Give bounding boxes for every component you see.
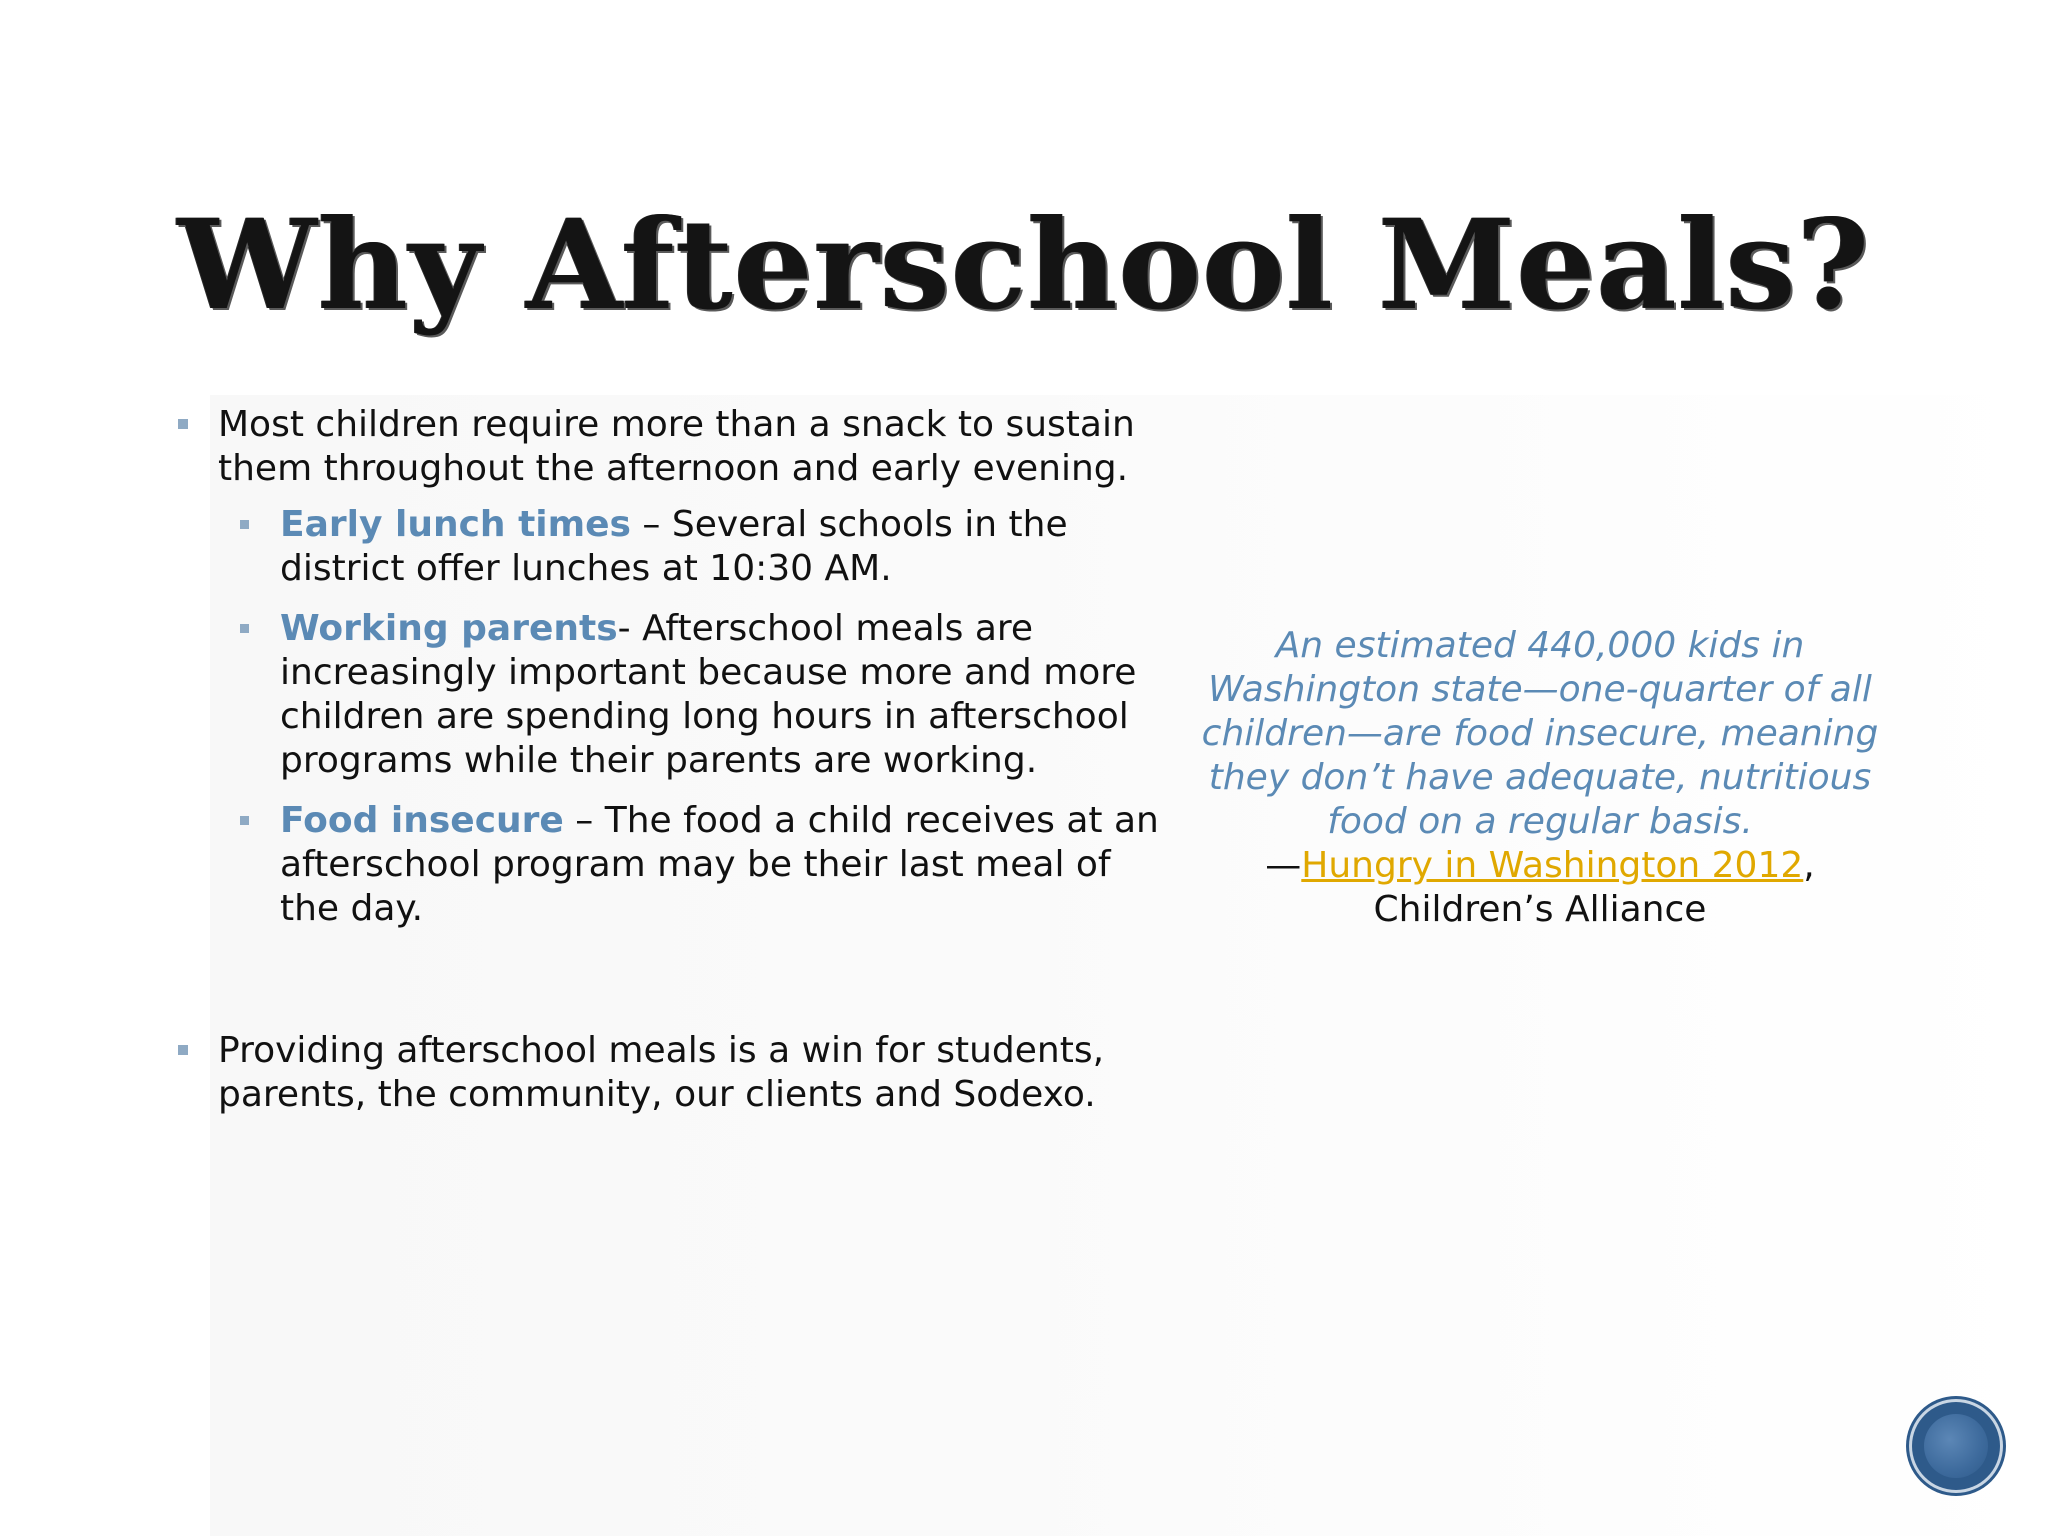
sub-bullet-text: The food a child receives at an afterschool program may be their last meal of the day. <box>280 800 1159 929</box>
sub-bullet-text: Several schools in the district offer lunches at 10:30 AM. <box>280 504 1068 589</box>
sub-bullet-separator: – <box>563 800 605 841</box>
sub-bullet-item <box>170 607 1160 783</box>
sub-bullet-item <box>170 799 1160 931</box>
bullet-marker-icon <box>240 816 249 825</box>
bullet-item <box>170 1029 1160 1117</box>
sub-bullet-label: Early lunch times <box>280 504 631 545</box>
quote-dash: — <box>1265 845 1302 886</box>
quote-source: Children’s Alliance <box>1373 889 1707 930</box>
quote-citation <box>1180 844 1900 888</box>
sub-bullet-label: Working parents <box>280 608 618 649</box>
source-link[interactable]: Hungry in Washington 2012 <box>1301 845 1804 886</box>
slide-title: Why Afterschool Meals? <box>177 193 1871 338</box>
sub-bullet-separator: - <box>617 608 643 649</box>
bullet-marker-icon <box>178 1045 188 1055</box>
sub-bullet-label: Food insecure <box>280 800 564 841</box>
bullet-list <box>170 403 1160 1117</box>
sub-bullet-item <box>170 503 1160 591</box>
nav-button-face <box>1924 1414 1988 1478</box>
circle-nav-icon[interactable] <box>1912 1402 2000 1490</box>
sub-bullet-separator: – <box>630 504 672 545</box>
sub-bullet-text: Afterschool meals are increasingly important because more and more children are spending long hours in afterschool programs while their parents are working. <box>280 608 1137 781</box>
bullet-marker-icon <box>178 419 188 429</box>
bullet-text: Providing afterschool meals is a win for students, parents, the community, our clients and Sodexo. <box>218 1030 1105 1115</box>
quote-block <box>1180 624 1900 932</box>
quote-comma: , <box>1803 845 1815 886</box>
bullet-item <box>170 403 1160 491</box>
quote-text: An estimated 440,000 kids in Washington state—one-quarter of all children—are food insecure, meaning they don’t have adequate, nutritious food on a regular basis. <box>1201 625 1879 842</box>
bullet-text: Most children require more than a snack to sustain them throughout the afternoon and early evening. <box>218 404 1135 489</box>
bullet-marker-icon <box>240 624 249 633</box>
bullet-marker-icon <box>240 520 249 529</box>
